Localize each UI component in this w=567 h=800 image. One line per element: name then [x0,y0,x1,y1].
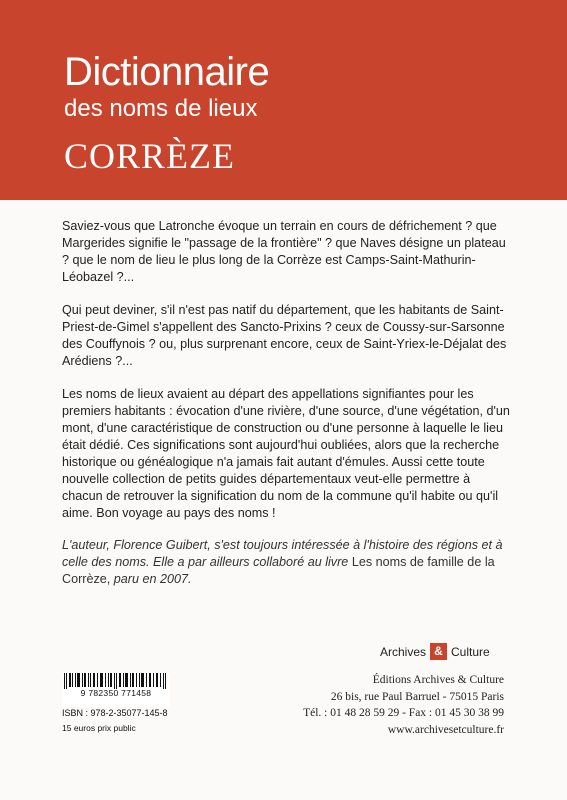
logo-right: Culture [451,644,490,659]
phone-fax: Tél. : 01 48 28 59 29 - Fax : 01 45 30 38 99 [303,707,504,719]
street-address: 26 bis, rue Paul Barruel - 75015 Paris [330,690,504,703]
title-banner [0,0,567,200]
website: www.archivesetculture.fr [387,723,504,736]
title-line2: des noms de lieux [64,95,258,122]
logo-amp: & [430,643,447,660]
author-note [62,537,514,588]
publisher-name: Éditions Archives & Culture [372,674,504,686]
author-text: L'auteur, Florence Guibert, s'est toujours intéressée à l'histoire des régions et à celle des noms. Elle a par ailleurs collaboré au livre [62,538,503,569]
price: 15 euros prix public [62,723,136,733]
logo-left: Archives [380,644,427,659]
paragraph-2: Qui peut deviner, s'il n'est pas natif du département, que les habitants de Saint-Priest-de-Gimel s'appellent des Sancto-Prixins ? ceux de Coussy-sur-Sarsonne des Couffynois ? ou, plus surprenant encore, ceux de Saint-Yriex-le-Déjalat des Arédiens ?... [62,303,507,368]
paragraph-3: Les noms de lieux avaient au départ des appellations signifiantes pour les premiers habitants : évocation d'une rivière, d'une source, d'une végétation, d'un mont, d'une caractéristique de construction ou d'une personne à laquelle le lieu était dédié. Ces significations sont aujourd'hui oubliées, alors que la recherche historique ou généalogique n'a jamais fait autant d'émules. Aussi cette toute nouvelle collection de petits guides départementaux veut-elle permettre à chacun de retrouver la signification du nom de la commune qu'il habite ou qu'il aime. Bon voyage au pays des noms ! [62,387,510,520]
paragraph-1: Saviez-vous que Latronche évoque un terrain en cours de défrichement ? que Margerides signifie le "passage de la frontière" ? que Naves désigne un plateau ? que le nom de lieu le plus long de la Corrèze est Camps-Saint-Mathurin-Léobazel ?... [62,219,506,284]
barcode-number: 9 782350 771458 [80,688,152,698]
title-line1: Dictionnaire [64,50,270,94]
title-line3: CORRÈZE [64,136,236,176]
book-title: Les noms de famille de la Corrèze, [62,555,495,586]
description-text [62,218,512,538]
isbn: ISBN : 978-2-35077-145-8 [62,708,168,718]
publisher-logo [380,643,490,660]
publisher-address [303,672,504,738]
author-text-end: paru en 2007. [113,572,192,586]
